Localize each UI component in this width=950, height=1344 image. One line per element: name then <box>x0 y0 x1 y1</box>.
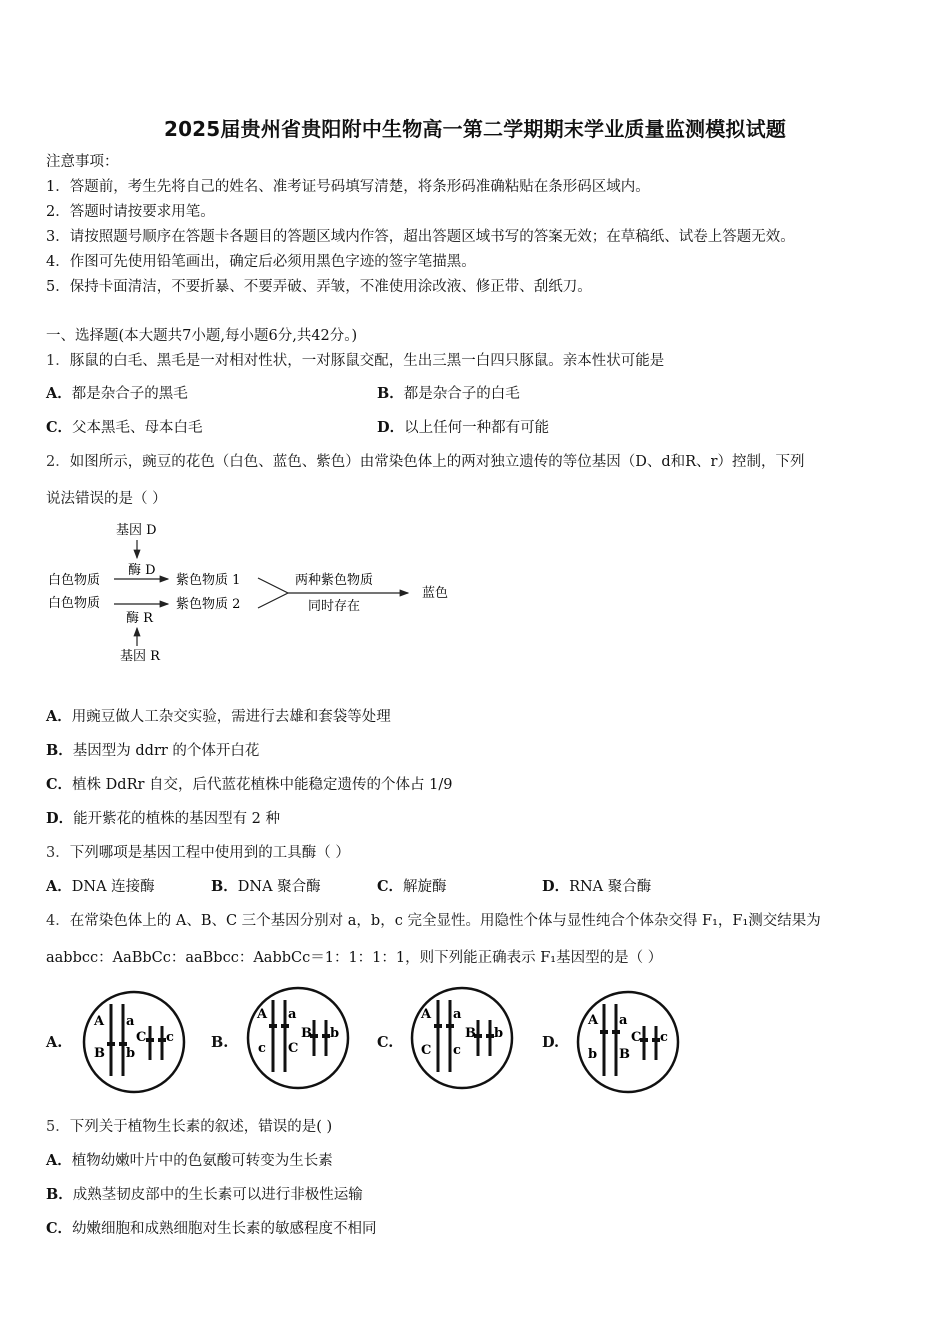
question-4-stem-cont: aabbcc：AaBbCc：aaBbcc：AabbCc＝1：1：1：1，则下列能正确表示 F₁基因型的是（ ） <box>46 950 663 966</box>
question-3-stem <box>46 843 350 863</box>
q2-option-c[interactable] <box>46 775 452 795</box>
merge-bracket <box>258 578 288 608</box>
allele-label: C <box>136 1030 147 1045</box>
q4-option-a-letter[interactable]: A. <box>46 1034 63 1051</box>
allele-label: B <box>301 1026 312 1041</box>
centromere <box>322 1034 330 1038</box>
option-letter: C． <box>46 1220 73 1237</box>
blue-label: 蓝色 <box>422 586 449 601</box>
option-text: 幼嫩细胞和成熟细胞对生长素的敏感程度不相同 <box>72 1221 377 1237</box>
enzyme-d-label: 酶 D <box>128 563 156 578</box>
gene-d-label: 基因 D <box>116 523 157 538</box>
flower-color-pathway-diagram <box>40 518 470 668</box>
white-substance-2: 白色物质 <box>48 596 101 611</box>
option-text: 以上任何一种都有可能 <box>404 420 550 436</box>
centromere <box>281 1024 289 1028</box>
q4-option-d-letter[interactable]: D. <box>542 1034 560 1051</box>
q4-option-b-cell-diagram[interactable] <box>244 984 354 1094</box>
q4-option-d-cell-diagram[interactable] <box>574 988 684 1098</box>
section-heading: 一、选择题(本大题共7小题,每小题6分,共42分。) <box>46 328 358 344</box>
allele-label: b <box>494 1026 504 1041</box>
option-text: 植株 DdRr 自交，后代蓝花植株中能稳定遗传的个体占 1/9 <box>72 777 453 793</box>
centromere <box>107 1042 115 1046</box>
q1-option-b[interactable] <box>377 384 520 404</box>
notice-item: 5．保持卡面清洁，不要折暴、不要弄破、弄皱，不准使用涂改液、修正带、刮纸刀。 <box>46 279 592 295</box>
centromere <box>434 1024 442 1028</box>
notice-item: 3．请按照题号顺序在答题卡各题目的答题区域内作答，超出答题区域书写的答案无效；在草稿纸、试卷上答题无效。 <box>46 229 795 245</box>
q2-option-a[interactable] <box>46 707 391 727</box>
q4-option-b-letter[interactable]: B. <box>211 1034 229 1051</box>
option-text: 能开紫花的植株的基因型有 2 种 <box>73 811 281 827</box>
question-text: 下列哪项是基因工程中使用到的工具酶（ ） <box>69 845 350 861</box>
q1-option-c[interactable] <box>46 418 203 438</box>
question-text: 豚鼠的白毛、黑毛是一对相对性状，一对豚鼠交配，生出三黑一白四只豚鼠。亲本性状可能是 <box>69 353 665 369</box>
centromere <box>158 1038 166 1042</box>
option-text: 都是杂合子的黑毛 <box>71 386 188 402</box>
option-letter: C． <box>46 776 73 793</box>
option-text: 父本黑毛、母本白毛 <box>72 420 203 436</box>
option-text: DNA 聚合酶 <box>237 879 321 895</box>
q1-option-d[interactable] <box>377 418 549 438</box>
two-purple-label: 两种紫色物质 <box>295 573 374 588</box>
question-text: 如图所示，豌豆的花色（白色、蓝色、紫色）由常染色体上的两对独立遗传的等位基因（D、d和R、r）控制，下列 <box>69 454 805 470</box>
question-number: 4． <box>46 913 70 929</box>
q5-option-b[interactable] <box>46 1185 363 1205</box>
option-letter: A． <box>46 1152 72 1169</box>
option-letter: B． <box>46 1186 73 1203</box>
question-2-stem-cont: 说法错误的是（ ） <box>46 491 167 507</box>
q4-option-c-cell-diagram[interactable] <box>408 984 518 1094</box>
allele-label: A <box>257 1007 268 1022</box>
allele-label: C <box>288 1041 299 1056</box>
q4-option-c-letter[interactable]: C. <box>377 1034 394 1051</box>
question-text: 下列关于植物生长素的叙述，错误的是( ) <box>69 1119 333 1135</box>
allele-label: a <box>288 1007 297 1022</box>
question-4-stem <box>46 911 821 931</box>
option-text: 植物幼嫩叶片中的色氨酸可转变为生长素 <box>71 1153 333 1169</box>
enzyme-r-label: 酶 R <box>126 611 153 626</box>
allele-label: b <box>330 1026 340 1041</box>
notice-item: 1．答题前，考生先将自己的姓名、准考证号码填写清楚，将条形码准确粘贴在条形码区域内。 <box>46 179 650 195</box>
question-number: 1． <box>46 353 70 369</box>
allele-label: c <box>453 1043 461 1058</box>
page-title: 2025届贵州省贵阳附中生物高一第二学期期末学业质量监测模拟试题 <box>163 117 787 141</box>
allele-label: B <box>465 1026 476 1041</box>
q3-option-c[interactable] <box>377 877 447 897</box>
option-letter: B． <box>377 385 404 402</box>
option-text: 用豌豆做人工杂交实验，需进行去雄和套袋等处理 <box>71 709 391 725</box>
question-text: 在常染色体上的 A、B、C 三个基因分别对 a，b，c 完全显性。用隐性个体与显性纯合个体杂交得 F₁，F₁测交结果为 <box>69 913 821 929</box>
q3-option-a[interactable] <box>46 877 155 897</box>
question-number: 5． <box>46 1119 70 1135</box>
white-substance-1: 白色物质 <box>48 573 101 588</box>
question-5-stem <box>46 1117 332 1137</box>
centromere <box>269 1024 277 1028</box>
option-letter: D． <box>46 810 74 827</box>
q3-option-d[interactable] <box>542 877 651 897</box>
purple-substance-1: 紫色物质 1 <box>176 573 241 588</box>
allele-label: c <box>166 1030 174 1045</box>
option-text: 基因型为 ddrr 的个体开白花 <box>72 743 260 759</box>
coexist-label: 同时存在 <box>308 599 361 614</box>
option-letter: D． <box>542 878 570 895</box>
option-text: RNA 聚合酶 <box>569 879 652 895</box>
allele-label: A <box>588 1013 599 1028</box>
allele-label: a <box>453 1007 462 1022</box>
question-2-stem <box>46 452 805 472</box>
question-number: 2． <box>46 454 70 470</box>
q1-option-a[interactable] <box>46 384 188 404</box>
question-number: 3． <box>46 845 70 861</box>
centromere <box>600 1030 608 1034</box>
option-text: 成熟茎韧皮部中的生长素可以进行非极性运输 <box>72 1187 363 1203</box>
option-letter: D． <box>377 419 405 436</box>
option-letter: A． <box>46 385 72 402</box>
option-letter: C． <box>46 419 73 436</box>
option-letter: C． <box>377 878 404 895</box>
gene-r-label: 基因 R <box>120 649 160 664</box>
q3-option-b[interactable] <box>211 877 321 897</box>
centromere <box>652 1038 660 1042</box>
allele-label: A <box>421 1007 432 1022</box>
allele-label: C <box>421 1043 432 1058</box>
q2-option-b[interactable] <box>46 741 259 761</box>
centromere <box>146 1038 154 1042</box>
allele-label: b <box>588 1047 598 1062</box>
allele-label: B <box>94 1046 105 1061</box>
option-letter: B． <box>46 742 73 759</box>
centromere <box>446 1024 454 1028</box>
question-1-stem <box>46 351 664 371</box>
notice-item: 4．作图可先使用铅笔画出，确定后必须用黑色字迹的签字笔描黑。 <box>46 254 476 270</box>
allele-label: B <box>619 1047 630 1062</box>
centromere <box>486 1034 494 1038</box>
option-text: 都是杂合子的白毛 <box>403 386 520 402</box>
allele-label: b <box>126 1046 136 1061</box>
q5-option-c[interactable] <box>46 1219 377 1239</box>
option-letter: A． <box>46 878 72 895</box>
option-letter: A． <box>46 708 72 725</box>
q5-option-a[interactable] <box>46 1151 333 1171</box>
centromere <box>612 1030 620 1034</box>
option-letter: B． <box>211 878 238 895</box>
notice-heading: 注意事项： <box>46 154 119 170</box>
allele-label: C <box>631 1030 642 1045</box>
purple-substance-2: 紫色物质 2 <box>176 597 241 612</box>
allele-label: A <box>94 1014 105 1029</box>
option-text: 解旋酶 <box>403 879 447 895</box>
notice-item: 2．答题时请按要求用笔。 <box>46 204 215 220</box>
q2-option-d[interactable] <box>46 809 280 829</box>
allele-label: c <box>258 1041 266 1056</box>
allele-label: a <box>126 1014 135 1029</box>
option-text: DNA 连接酶 <box>71 879 155 895</box>
allele-label: a <box>619 1013 628 1028</box>
allele-label: c <box>660 1030 668 1045</box>
q4-option-a-cell-diagram[interactable] <box>80 988 190 1098</box>
